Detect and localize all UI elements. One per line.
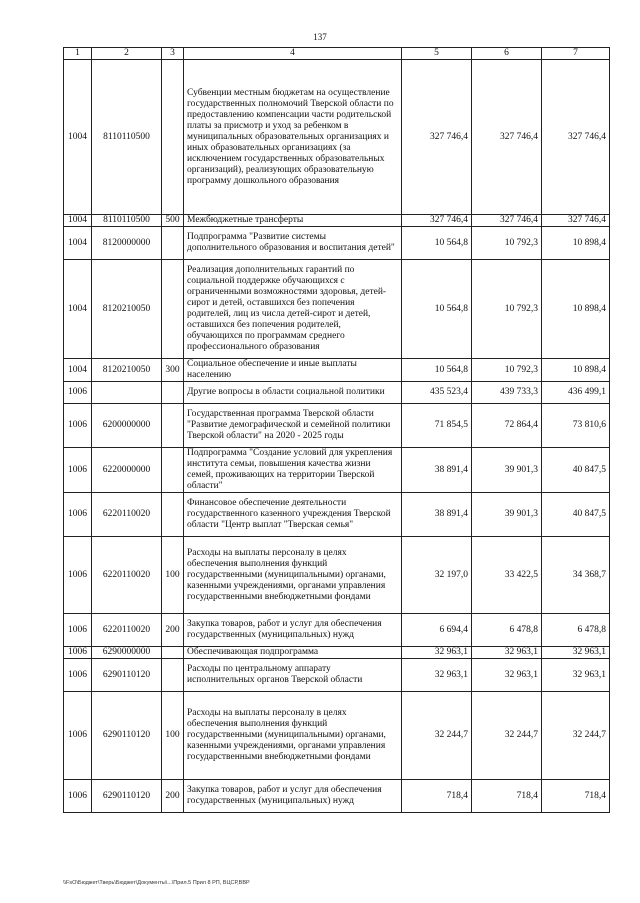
table-header-row (64, 48, 610, 60)
description-cell: Подпрограмма "Развитие системы дополнительного образования и воспитания детей" (184, 227, 402, 260)
section-code-cell: 1004 (64, 227, 92, 260)
amount-2025-cell: 436 499,1 (542, 382, 610, 404)
section-code-cell: 1004 (64, 60, 92, 215)
section-code-cell: 1004 (64, 260, 92, 359)
amount-2023-cell: 71 854,5 (402, 404, 472, 448)
section-code-cell: 1006 (64, 448, 92, 493)
amount-2024-cell: 32 963,1 (472, 659, 542, 692)
expense-type-cell: 500 (162, 215, 184, 227)
table-row (64, 537, 610, 614)
description-cell: Расходы на выплаты персоналу в целях обеспечения выполнения функций государственными (муниципальными) органами, казенными учреждениями, органами управления государственными внебюджетными фондами (184, 692, 402, 780)
amount-2023-cell: 10 564,8 (402, 227, 472, 260)
section-code-cell: 1006 (64, 404, 92, 448)
target-code-cell: 6200000000 (92, 404, 162, 448)
expense-type-cell: 100 (162, 537, 184, 614)
amount-2025-cell: 73 810,6 (542, 404, 610, 448)
description-cell: Межбюджетные трансферты (184, 215, 402, 227)
target-code-cell: 8120210050 (92, 359, 162, 382)
amount-2025-cell: 40 847,5 (542, 493, 610, 537)
expense-type-cell (162, 227, 184, 260)
amount-2025-cell: 327 746,4 (542, 215, 610, 227)
amount-2023-cell: 327 746,4 (402, 60, 472, 215)
expense-type-cell (162, 404, 184, 448)
table-row (64, 647, 610, 659)
expense-type-cell: 200 (162, 780, 184, 813)
amount-2024-cell: 718,4 (472, 780, 542, 813)
amount-2023-cell: 718,4 (402, 780, 472, 813)
column-header: 6 (472, 48, 542, 60)
amount-2024-cell: 33 422,5 (472, 537, 542, 614)
column-header: 5 (402, 48, 472, 60)
amount-2025-cell: 10 898,4 (542, 359, 610, 382)
amount-2024-cell: 32 963,1 (472, 647, 542, 659)
budget-table (63, 47, 610, 813)
amount-2025-cell: 10 898,4 (542, 260, 610, 359)
description-cell: Государственная программа Тверской области "Развитие демографической и семейной политики Тверской области" на 2020 - 2025 годы (184, 404, 402, 448)
description-cell: Расходы по центральному аппарату исполнительных органов Тверской области (184, 659, 402, 692)
amount-2023-cell: 32 963,1 (402, 647, 472, 659)
section-code-cell: 1006 (64, 647, 92, 659)
amount-2023-cell: 32 244,7 (402, 692, 472, 780)
expense-type-cell: 100 (162, 692, 184, 780)
amount-2025-cell: 6 478,8 (542, 614, 610, 647)
table-row (64, 215, 610, 227)
description-cell: Социальное обеспечение и иные выплаты населению (184, 359, 402, 382)
table-row (64, 359, 610, 382)
amount-2025-cell: 32 244,7 (542, 692, 610, 780)
section-code-cell: 1006 (64, 659, 92, 692)
amount-2025-cell: 40 847,5 (542, 448, 610, 493)
section-code-cell: 1004 (64, 215, 92, 227)
section-code-cell: 1006 (64, 614, 92, 647)
description-cell: Обеспечивающая подпрограмма (184, 647, 402, 659)
target-code-cell: 6290110120 (92, 780, 162, 813)
description-cell: Закупка товаров, работ и услуг для обеспечения государственных (муниципальных) нужд (184, 614, 402, 647)
section-code-cell: 1006 (64, 780, 92, 813)
expense-type-cell (162, 448, 184, 493)
target-code-cell: 8110110500 (92, 60, 162, 215)
expense-type-cell (162, 382, 184, 404)
amount-2025-cell: 32 963,1 (542, 647, 610, 659)
amount-2023-cell: 10 564,8 (402, 359, 472, 382)
target-code-cell: 8110110500 (92, 215, 162, 227)
amount-2025-cell: 10 898,4 (542, 227, 610, 260)
target-code-cell: 6220110020 (92, 537, 162, 614)
target-code-cell: 6220000000 (92, 448, 162, 493)
amount-2025-cell: 327 746,4 (542, 60, 610, 215)
amount-2023-cell: 6 694,4 (402, 614, 472, 647)
target-code-cell: 8120210050 (92, 260, 162, 359)
expense-type-cell (162, 659, 184, 692)
amount-2025-cell: 32 963,1 (542, 659, 610, 692)
amount-2023-cell: 38 891,4 (402, 493, 472, 537)
column-header: 2 (92, 48, 162, 60)
table-row (64, 659, 610, 692)
amount-2024-cell: 10 792,3 (472, 359, 542, 382)
section-code-cell: 1006 (64, 537, 92, 614)
table-row (64, 260, 610, 359)
section-code-cell: 1004 (64, 359, 92, 382)
description-cell: Другие вопросы в области социальной политики (184, 382, 402, 404)
column-header: 7 (542, 48, 610, 60)
table-row (64, 404, 610, 448)
page-number: 137 (313, 32, 327, 42)
table-row (64, 780, 610, 813)
expense-type-cell: 300 (162, 359, 184, 382)
amount-2024-cell: 39 901,3 (472, 448, 542, 493)
table-row (64, 60, 610, 215)
table-row (64, 692, 610, 780)
expense-type-cell: 200 (162, 614, 184, 647)
amount-2024-cell: 10 792,3 (472, 227, 542, 260)
section-code-cell: 1006 (64, 382, 92, 404)
target-code-cell: 8120000000 (92, 227, 162, 260)
target-code-cell: 6290110120 (92, 659, 162, 692)
expense-type-cell (162, 260, 184, 359)
table-row (64, 493, 610, 537)
column-header: 3 (162, 48, 184, 60)
description-cell: Финансовое обеспечение деятельности государственного казенного учреждения Тверской области "Центр выплат "Тверская семья" (184, 493, 402, 537)
file-path-footer: \\FsO\Бюджет\Тверь\Бюджет\Документы\...\Прил.5 Прил 8 РП, ВЦСР,ВВР (63, 880, 250, 886)
section-code-cell: 1006 (64, 493, 92, 537)
amount-2024-cell: 72 864,4 (472, 404, 542, 448)
amount-2024-cell: 39 901,3 (472, 493, 542, 537)
column-header: 1 (64, 48, 92, 60)
amount-2024-cell: 439 733,3 (472, 382, 542, 404)
column-header: 4 (184, 48, 402, 60)
amount-2023-cell: 10 564,8 (402, 260, 472, 359)
expense-type-cell (162, 60, 184, 215)
target-code-cell (92, 382, 162, 404)
amount-2025-cell: 718,4 (542, 780, 610, 813)
expense-type-cell (162, 647, 184, 659)
target-code-cell: 6290000000 (92, 647, 162, 659)
amount-2023-cell: 327 746,4 (402, 215, 472, 227)
amount-2024-cell: 6 478,8 (472, 614, 542, 647)
amount-2025-cell: 34 368,7 (542, 537, 610, 614)
section-code-cell: 1006 (64, 692, 92, 780)
description-cell: Субвенции местным бюджетам на осуществление государственных полномочий Тверской области по предоставлению компенсации части родительской платы за присмотр и уход за ребенком в муниципальных образовательных организациях и иных образовательных организациях (за исключением государственных образовательных организаций), реализующих образовательную программу дошкольного образования (184, 60, 402, 215)
target-code-cell: 6290110120 (92, 692, 162, 780)
amount-2024-cell: 32 244,7 (472, 692, 542, 780)
table-row (64, 614, 610, 647)
description-cell: Расходы на выплаты персоналу в целях обеспечения выполнения функций государственными (муниципальными) органами, казенными учреждениями, органами управления государственными внебюджетными фондами (184, 537, 402, 614)
amount-2024-cell: 327 746,4 (472, 215, 542, 227)
expense-type-cell (162, 493, 184, 537)
table-row (64, 382, 610, 404)
description-cell: Реализация дополнительных гарантий по социальной поддержке обучающихся с ограниченными возможностями здоровья, детей-сирот и детей, оставшихся без попечения родителей, лиц из числа детей-сирот и детей, оставшихся без попечения родителей, обучающихся по программам среднего профессионального образования (184, 260, 402, 359)
description-cell: Подпрограмма "Создание условий для укрепления института семьи, повышения качества жизни семей, проживающих на территории Тверской области" (184, 448, 402, 493)
amount-2023-cell: 32 963,1 (402, 659, 472, 692)
amount-2023-cell: 435 523,4 (402, 382, 472, 404)
target-code-cell: 6220110020 (92, 493, 162, 537)
description-cell: Закупка товаров, работ и услуг для обеспечения государственных (муниципальных) нужд (184, 780, 402, 813)
target-code-cell: 6220110020 (92, 614, 162, 647)
table-row (64, 227, 610, 260)
table-row (64, 448, 610, 493)
amount-2023-cell: 38 891,4 (402, 448, 472, 493)
amount-2024-cell: 327 746,4 (472, 60, 542, 215)
amount-2024-cell: 10 792,3 (472, 260, 542, 359)
amount-2023-cell: 32 197,0 (402, 537, 472, 614)
